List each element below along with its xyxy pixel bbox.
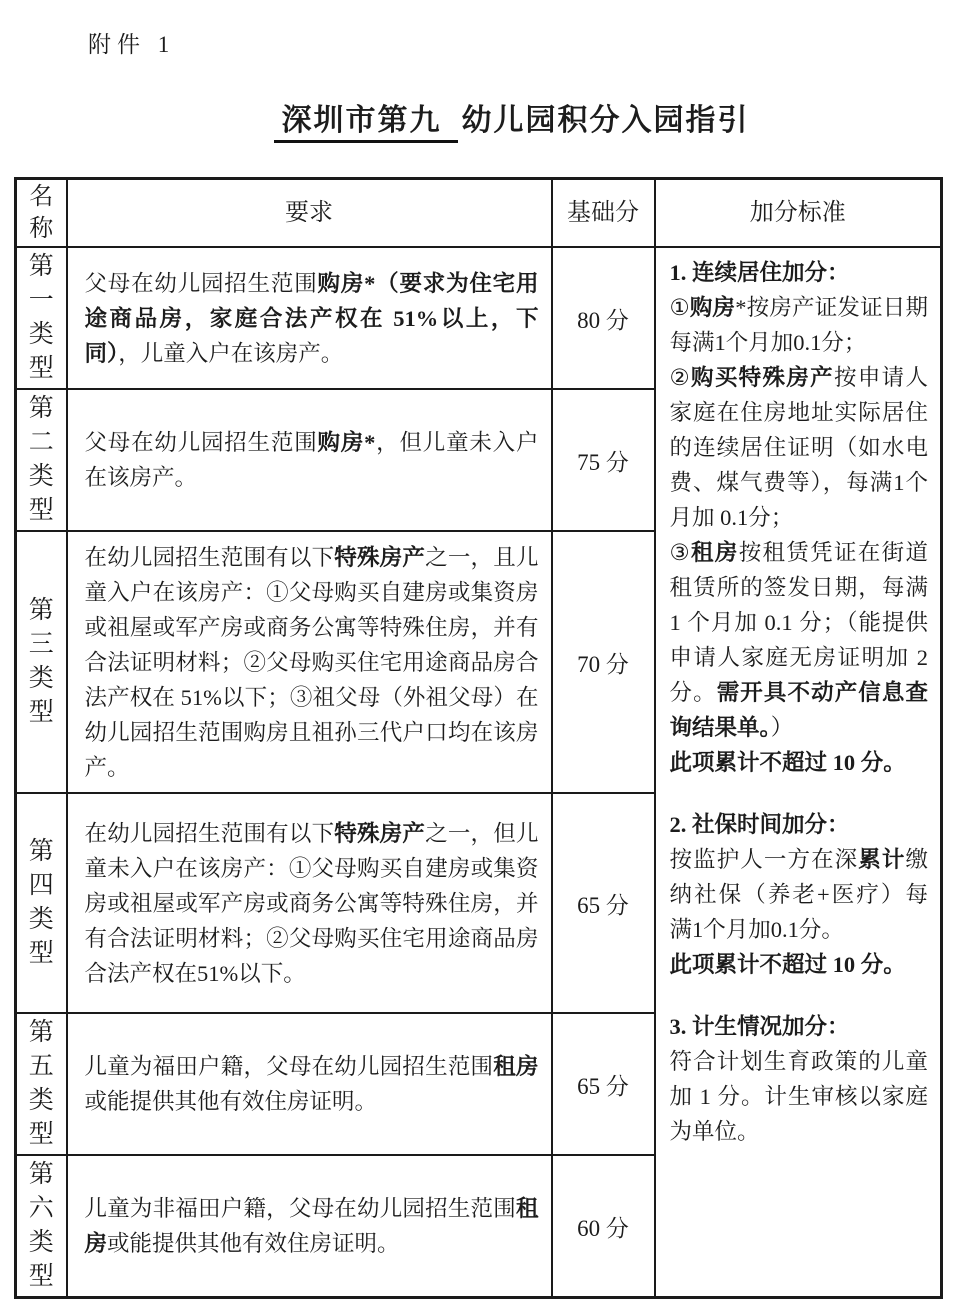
row-4-score-cell: 65 分: [552, 793, 655, 1013]
attachment-label: 附件 1: [88, 32, 176, 57]
row-3-requirement-cell: 在幼儿园招生范围有以下特殊房产之一，且儿童入户在该房产：①父母购买自建房或集资房或祖屋或军产房或商务公寓等特殊住房，并有合法证明材料；②父母购买住宅用途商品房合法产权在 51%以下；③祖父母（外祖父母）在幼儿园招生范围购房且祖孙三代户口均在该房产。: [67, 531, 552, 793]
bonus-criteria-cell: 1. 连续居住加分： ①购房*按房产证发证日期每满1个月加0.1分； ②购买特殊房产按申请人家庭在住房地址实际居住的连续居住证明（如水电费、煤气费等），每满1个月加 0.1分； ③租房按租赁凭证在街道租赁所的签发日期，每满 1 个月加 0.1 分；（能提供申请人家庭无房证明加 2 分。需开具不动产信息查询结果单。） 此项累计不超过 10 分。 2. 社保时间加分： 按监护人一方在深累计缴纳社保（养老+医疗）每满1个月加0.1分。 此项累计不超过 10 分。 3. 计生情况加分： 符合计划生育政策的儿童加 1 分。计生审核以家庭为单位。: [655, 247, 942, 1298]
row-5-name-cell: 第五类型: [16, 1013, 67, 1155]
header-bonus: 加分标准: [655, 179, 942, 248]
row-6-score-cell: 60 分: [552, 1155, 655, 1298]
row-3-name-cell: 第三类型: [16, 531, 67, 793]
row-5-requirement-cell: 儿童为福田户籍，父母在幼儿园招生范围租房或能提供其他有效住房证明。: [67, 1013, 552, 1155]
row-1-score-cell: 80 分: [552, 247, 655, 389]
header-name: 名称: [16, 179, 67, 248]
table-header-row: [16, 179, 942, 248]
header-requirement: 要求: [67, 179, 552, 248]
row-2-requirement-cell: 父母在幼儿园招生范围购房*，但儿童未入户在该房产。: [67, 389, 552, 531]
document-title: [0, 95, 953, 139]
row-6-name-cell: 第六类型: [16, 1155, 67, 1298]
row-2-score-cell: 75 分: [552, 389, 655, 531]
row-4-name-cell: 第四类型: [16, 793, 67, 1013]
row-3-score-cell: 70 分: [552, 531, 655, 793]
row-5-score-cell: 65 分: [552, 1013, 655, 1155]
row-6-requirement-cell: 儿童为非福田户籍，父母在幼儿园招生范围租房或能提供其他有效住房证明。: [67, 1155, 552, 1298]
table-row: [16, 247, 942, 389]
row-1-requirement-cell: 父母在幼儿园招生范围购房*（要求为住宅用途商品房，家庭合法产权在 51%以上，下同），儿童入户在该房产。: [67, 247, 552, 389]
document-title-rest: 幼儿园积分入园指引: [461, 104, 750, 137]
row-2-name-cell: 第二类型: [16, 389, 67, 531]
row-4-requirement-cell: 在幼儿园招生范围有以下特殊房产之一，但儿童未入户在该房产：①父母购买自建房或集资房或祖屋或军产房或商务公寓等特殊住房，并有合法证明材料；②父母购买住宅用途商品房合法产权在51%以下。: [67, 793, 552, 1013]
row-1-name-cell: 第一类型: [16, 247, 67, 389]
header-base-score: 基础分: [552, 179, 655, 248]
document-title-underlined: 深圳市第九: [274, 104, 458, 143]
points-table: [14, 177, 943, 1299]
